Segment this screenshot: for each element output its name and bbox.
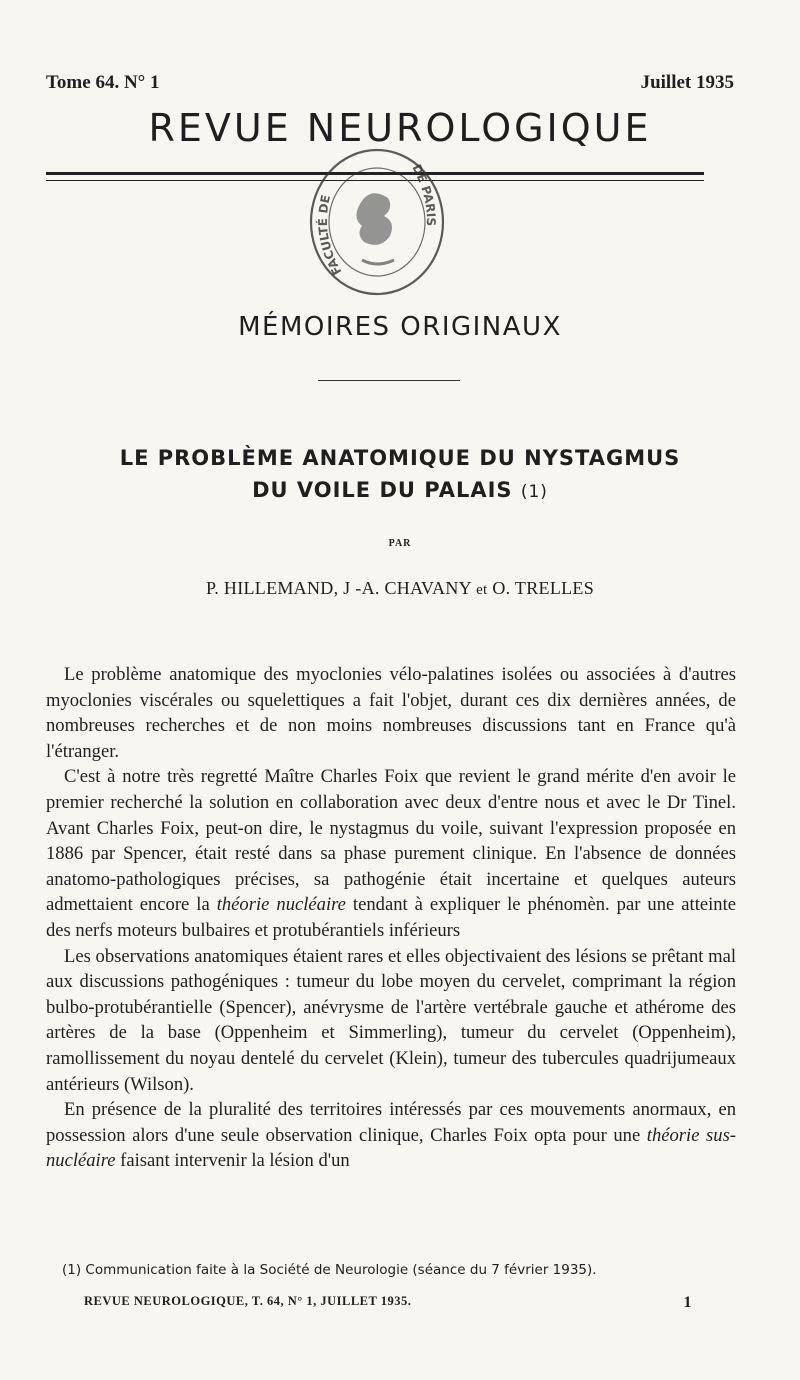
authors-conjunction: et [476, 582, 488, 598]
volume-number: Tome 64. N° 1 [46, 72, 160, 93]
footnote: (1) Communication faite à la Société de Neurologie (séance du 7 février 1935). [62, 1262, 597, 1278]
svg-text:FACULTÉ DE [315, 194, 345, 278]
journal-title: REVUE NEUROLOGIQUE [148, 106, 652, 150]
section-divider [318, 380, 460, 381]
italic-term: théorie sus-nucléaire [46, 1124, 736, 1172]
library-stamp [302, 142, 452, 300]
paragraph: C'est à notre très regretté Maître Charles Foix que revient le grand mérite d'en avoir le premier recherché la solution en collaboration avec deux d'entre nous et avec le Dr Tinel. Avant Charles Foix, peut-on dire, le nystagmus du voile, suivant l'expression proposée en 1886 par Spencer, était resté dans sa phase purement clinique. En l'absence de données anatomo-pathologiques précises, sa pathogénie était incertaine et quelques auteurs admettaient encore la théorie nucléaire tendant à expliquer le phénomèn. par une atteinte des nerfs moteurs bulbaires et protubérantiels inférieurs [46, 766, 736, 941]
article-title [0, 442, 800, 508]
stamp-text-left: FACULTÉ DE [315, 193, 345, 278]
paragraph: En présence de la pluralité des territoires intéressés par ces mouvements anormaux, en possession alors d'une seule observation clinique, Charles Foix opta pour une théorie sus-nucléaire faisant intervenir la lésion d'un [46, 1099, 736, 1172]
paragraph: Les observations anatomiques étaient rares et elles objectivaient des lésions se prêtant mal aux discussions pathogéniques : tumeur du lobe moyen du cervelet, comprimant la région bulbo-protubérantielle (Spencer), anévrysme de l'artère vertébrale gauche et athérome des artères de la base (Oppenheim et Simmerling), tumeur du cervelet (Oppenheim), ramollissement du noyau dentelé du cervelet (Klein), tumeur des tubercules quadrijumeaux antérieurs (Wilson). [46, 945, 736, 1095]
svg-text:DE PARIS [409, 162, 438, 226]
running-footer [84, 1294, 692, 1312]
section-title: MÉMOIRES ORIGINAUX [238, 312, 562, 342]
authors-last: O. TRELLES [492, 578, 595, 598]
footnote-reference: (1) [520, 482, 548, 502]
page-number: 1 [683, 1294, 692, 1311]
authors-first: P. HILLEMAND, J -A. CHAVANY [205, 578, 472, 598]
footer-citation: REVUE NEUROLOGIQUE, T. 64, N° 1, JUILLET 1935. [84, 1294, 412, 1308]
byline-par: PAR [388, 538, 412, 549]
article-body [46, 662, 736, 1174]
authors [0, 578, 800, 599]
article-title-line1: LE PROBLÈME ANATOMIQUE DU NYSTAGMUS [119, 446, 681, 470]
header-meta [46, 72, 734, 94]
italic-term: théorie nucléaire [216, 894, 346, 916]
paragraph: Le problème anatomique des myoclonies vélo-palatines isolées ou associées à d'autres myoclonies viscérales ou squelettiques a fait l'objet, durant ces dix dernières années, de nombreuses recherches et de non moins nombreuses discussions tant en France qu'à l'étranger. [46, 664, 736, 762]
stamp-text-right: DE PARIS [409, 162, 439, 227]
issue-date: Juillet 1935 [640, 72, 734, 93]
article-title-line2: DU VOILE DU PALAIS [252, 478, 513, 502]
